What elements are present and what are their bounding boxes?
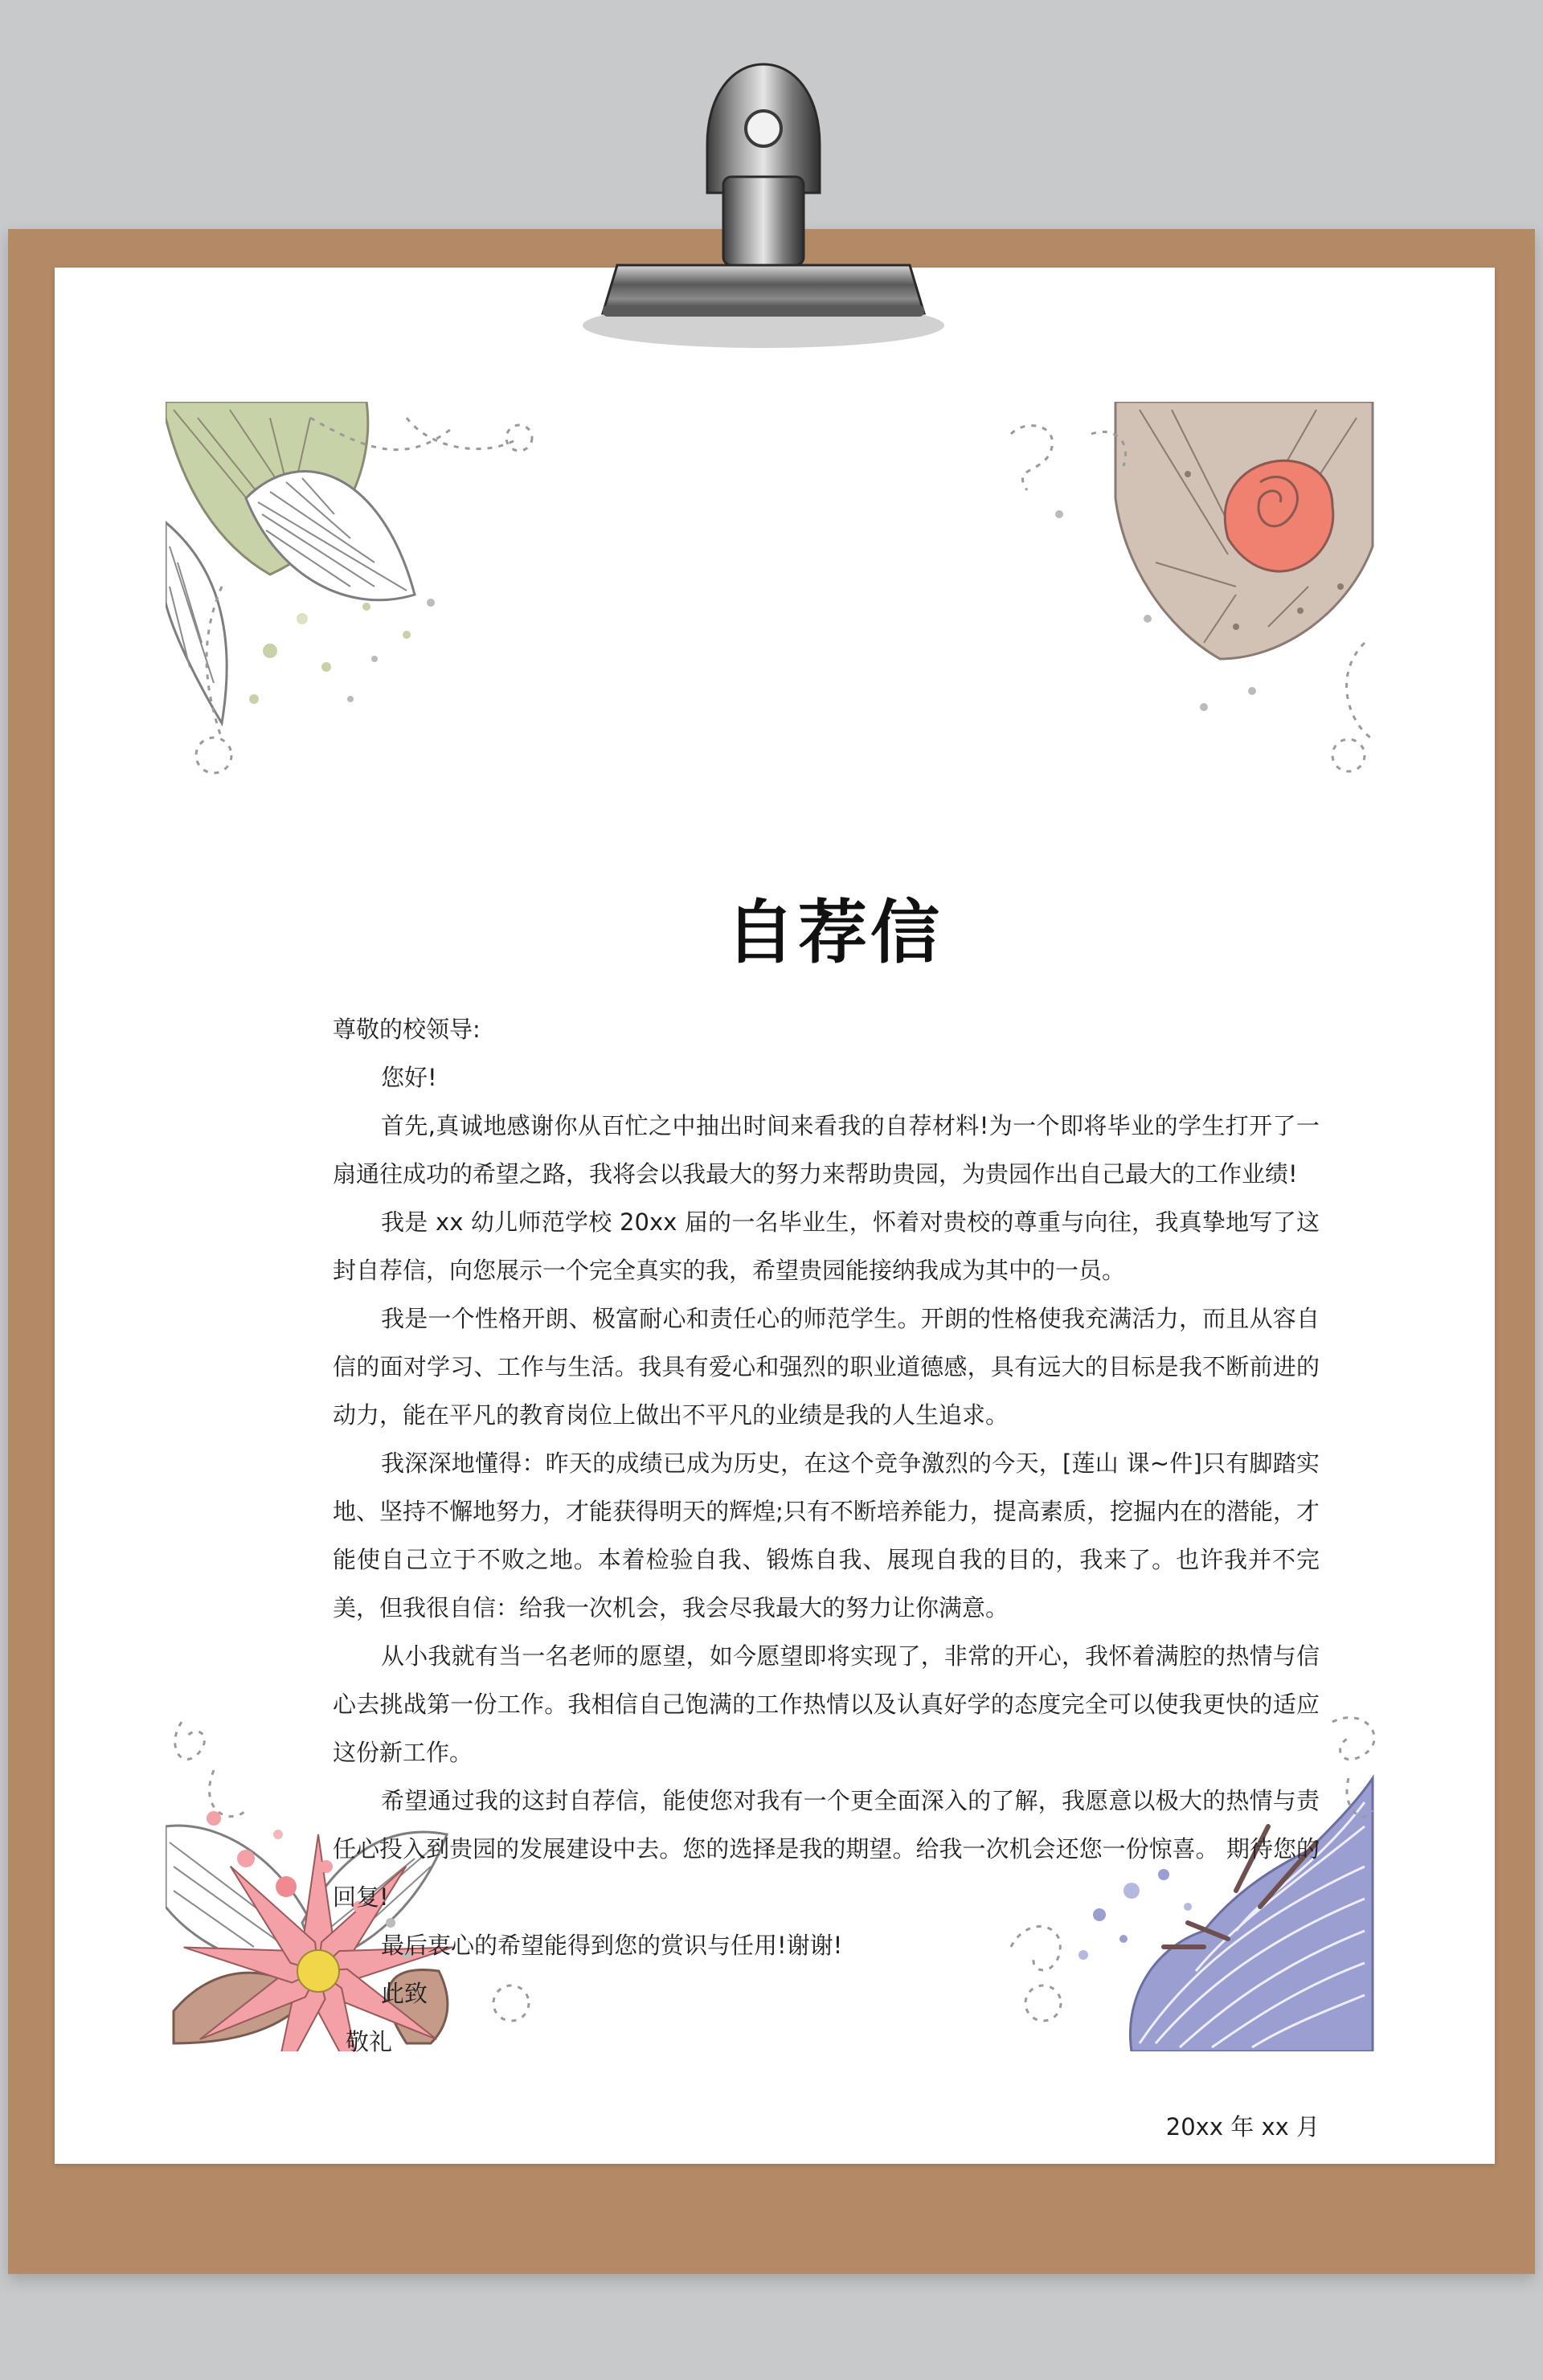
- letter-paragraph: 最后衷心的希望能得到您的赏识与任用!谢谢!: [381, 1932, 843, 1959]
- closing: 此致: [381, 1980, 428, 2007]
- letter-body: [333, 1005, 1320, 2066]
- greeting: 您好!: [381, 1064, 437, 1091]
- letter-paragraph: 从小我就有当一名老师的愿望，如今愿望即将实现了，非常的开心，我怀着满腔的热情与信心去挑战第一份工作。我相信自己饱满的工作热情以及认真好学的态度完全可以使我更快的适应这份新工作。: [333, 1642, 1320, 1766]
- regards: 敬礼: [346, 2028, 393, 2055]
- letter-paper: [55, 268, 1495, 2164]
- letter-paragraph: 希望通过我的这封自荐信，能使您对我有一个更全面深入的了解，我愿意以极大的热情与责任心投入到贵园的发展建设中去。您的选择是我的期望。给我一次机会还您一份惊喜。 期待您的回复!: [333, 1787, 1320, 1911]
- salutation: 尊敬的校领导:: [333, 1016, 481, 1043]
- corner-rose-top-right-icon: [995, 402, 1397, 779]
- letter-paragraph: 首先,真诚地感谢你从百忙之中抽出时间来看我的自荐材料!为一个即将毕业的学生打开了一扇通往成功的希望之路，我将会以我最大的努力来帮助贵园，为贵园作出自己最大的工作业绩!: [333, 1112, 1320, 1188]
- letter-date: 20xx 年 xx 月: [1165, 2113, 1320, 2141]
- letter-paragraph: 我是一个性格开朗、极富耐心和责任心的师范学生。开朗的性格使我充满活力，而且从容自信的面对学习、工作与生活。我具有爱心和强烈的职业道德感，具有远大的目标是我不断前进的动力，能在平凡的教育岗位上做出不平凡的业绩是我的人生追求。: [333, 1305, 1320, 1429]
- page-title: 自荐信: [726, 892, 943, 973]
- letter-paragraph: 我是 xx 幼儿师范学校 20xx 届的一名毕业生，怀着对贵校的尊重与向往，我真挚地写了这封自荐信，向您展示一个完全真实的我，希望贵园能接纳我成为其中的一员。: [333, 1208, 1320, 1284]
- binder-clip-icon: [579, 48, 948, 354]
- letter-paragraph: 我深深地懂得：昨天的成绩已成为历史，在这个竞争激烈的今天，[莲山 课~件]只有脚踏实地、坚持不懈地努力，才能获得明天的辉煌;只有不断培养能力，提高素质，挖掘内在的潜能，才能使自己立于不败之地。本着检验自我、锻炼自我、展现自我的目的，我来了。也许我并不完美，但我很自信：给我一次机会，我会尽我最大的努力让你满意。: [333, 1450, 1320, 1621]
- corner-leaves-top-left-icon: [166, 402, 567, 779]
